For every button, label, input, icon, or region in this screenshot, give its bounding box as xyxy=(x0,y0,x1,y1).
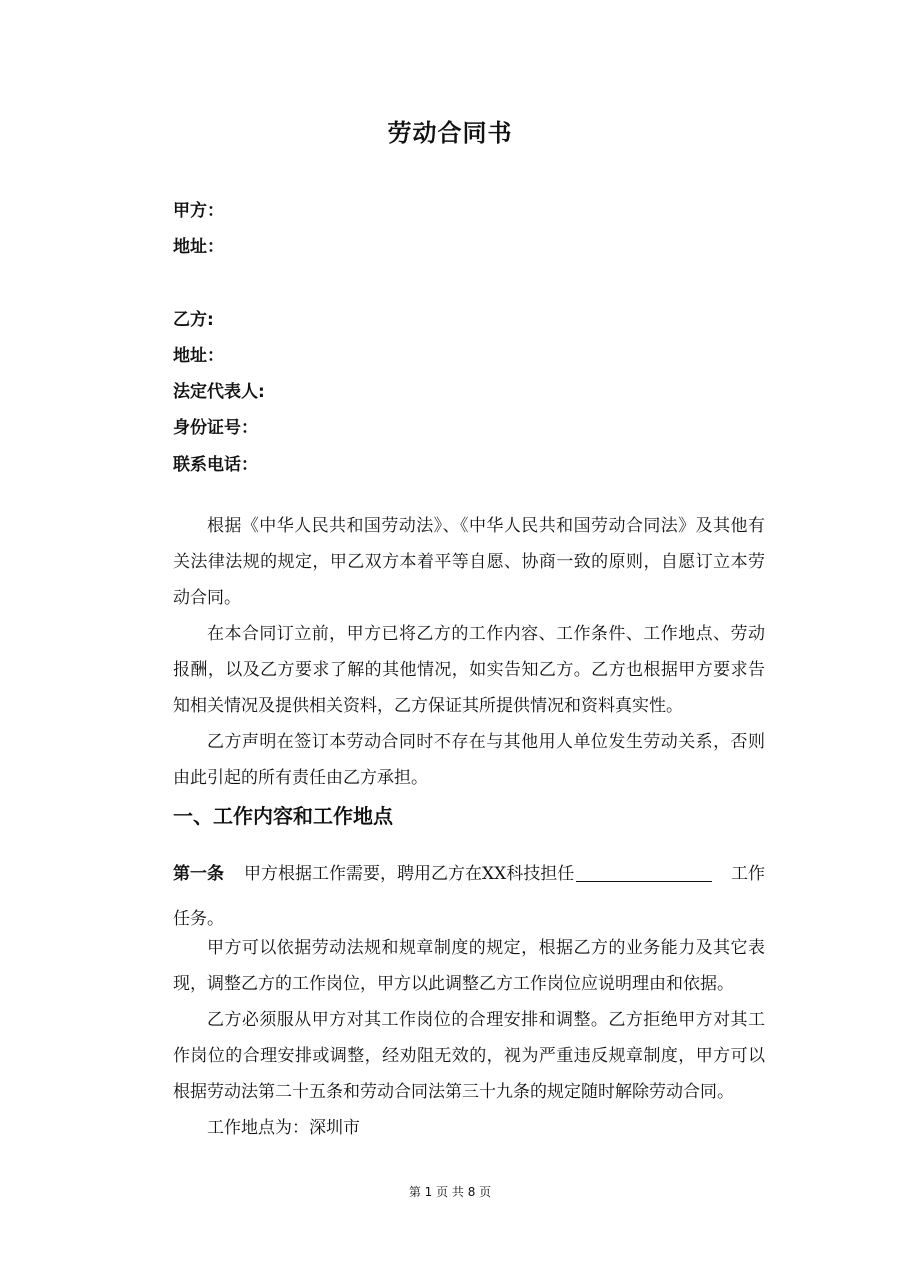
party-b-name-label: 乙方: xyxy=(173,310,214,330)
party-a-address-label: 地址： xyxy=(173,237,224,257)
article-text: 甲方根据工作需要，聘用乙方在XX科技担任 xyxy=(244,864,575,884)
id-number-label: 身份证号： xyxy=(173,418,258,438)
phone-label: 联系电话： xyxy=(173,455,258,475)
party-b-address-label: 地址： xyxy=(173,346,224,366)
legal-representative-label: 法定代表人: xyxy=(173,382,265,402)
section-paragraph: 甲方可以依据劳动法规和规章制度的规定，根据乙方的业务能力及其它表现，调整乙方的工作岗位，甲方以此调整乙方工作岗位应说明理由和依据。 xyxy=(173,938,765,994)
preamble-paragraph: 根据《中华人民共和国劳动法》、《中华人民共和国劳动合同法》及其他有关法律法规的规定，甲乙双方本着平等自愿、协商一致的原则，自愿订立本劳动合同。 xyxy=(173,516,765,608)
preamble xyxy=(173,508,765,796)
page-footer: 第 1 页 共 8 页 xyxy=(408,1185,492,1199)
party-a-name-label: 甲方： xyxy=(173,201,224,221)
fill-in-blank xyxy=(576,863,712,882)
section-paragraph: 乙方必须服从甲方对其工作岗位的合理安排和调整。乙方拒绝甲方对其工作岗位的合理安排或调整，经劝阻无效的，视为严重违反规章制度，甲方可以根据劳动法第二十五条和劳动合同法第三十九条的规定随时解除劳动合同。 xyxy=(173,1010,765,1102)
article-text-continued: 任务。 xyxy=(173,909,224,929)
section-paragraphs xyxy=(173,930,765,1146)
article-suffix: 工作 xyxy=(731,864,765,884)
preamble-paragraph: 在本合同订立前，甲方已将乙方的工作内容、工作条件、工作地点、劳动报酬，以及乙方要求了解的其他情况，如实告知乙方。乙方也根据甲方要求告知相关情况及提供相关资料，乙方保证其所提供情况和资料真实性。 xyxy=(173,624,765,716)
article-label: 第一条 xyxy=(173,864,224,884)
section-paragraph: 工作地点为：深圳市 xyxy=(207,1118,360,1138)
article-1 xyxy=(173,852,765,942)
document-title: 劳动合同书 xyxy=(387,119,513,147)
section-heading: 一、工作内容和工作地点 xyxy=(173,804,393,828)
preamble-paragraph: 乙方声明在签订本劳动合同时不存在与其他用人单位发生劳动关系，否则由此引起的所有责任由乙方承担。 xyxy=(173,732,765,788)
